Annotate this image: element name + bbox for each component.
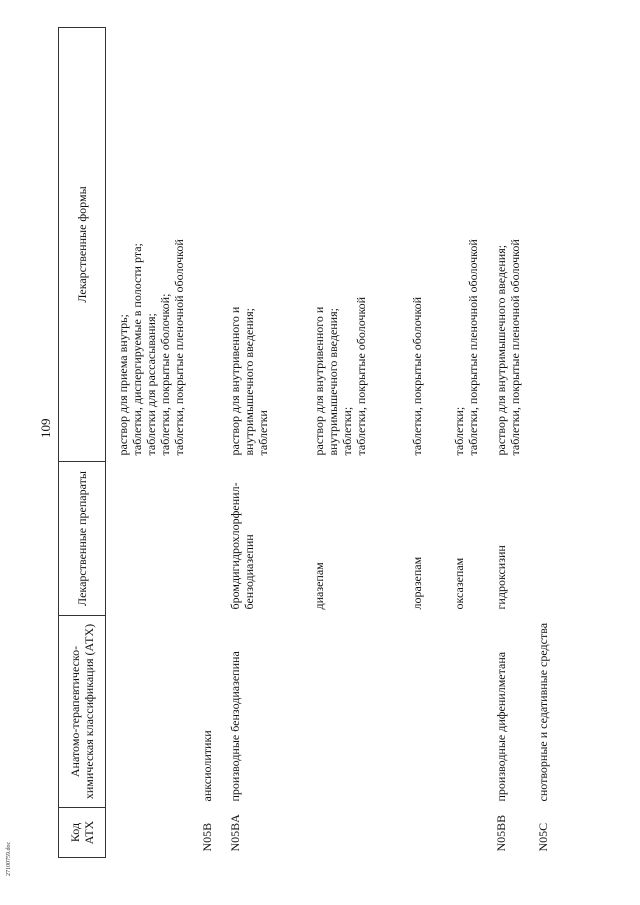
cell-code <box>106 808 201 858</box>
drug-name: гидроксизин <box>494 545 508 610</box>
form-group <box>410 34 438 456</box>
cell-code: N05B <box>200 822 214 852</box>
table-row <box>536 28 564 858</box>
cell-code: N05BB <box>494 814 508 852</box>
drug-name: бромдигидрохлорфенил-бензодиазепин <box>228 482 256 610</box>
form-line: таблетки; <box>452 406 466 456</box>
drug-group <box>228 468 298 610</box>
form-line: таблетки <box>256 410 270 456</box>
form-line: таблетки; <box>340 406 354 456</box>
cell-drugs <box>536 462 564 616</box>
cell-classification: анксиолитики <box>200 730 214 802</box>
form-line: таблетки для рассасывания; <box>144 313 158 456</box>
cell-classification: производные дифенилметана <box>494 651 508 802</box>
drug-name: оксазепам <box>452 557 466 610</box>
drug-group <box>410 468 438 610</box>
form-line: таблетки, покрытые оболочкой <box>354 296 368 456</box>
cell-classification <box>106 616 201 808</box>
cell-drugs <box>228 462 494 616</box>
form-line: раствор для внутримышечного введения; <box>494 244 508 456</box>
table-header-row <box>59 28 106 858</box>
header-drugs: Лекарственные препараты <box>59 462 106 616</box>
form-line: раствор для внутривенного и <box>312 306 326 456</box>
cell-forms <box>228 28 494 462</box>
cell-classification: производные бензодиазепина <box>228 651 242 802</box>
cell-forms <box>200 28 228 462</box>
page-number: 109 <box>38 418 53 438</box>
drug-group <box>312 468 396 610</box>
drug-classification-table <box>58 27 564 858</box>
cell-code: N05C <box>536 822 550 852</box>
table-row <box>494 28 536 858</box>
form-group <box>228 34 298 456</box>
cell-forms <box>536 28 564 462</box>
cell-classification: снотворные и седативные средства <box>536 622 550 802</box>
form-group <box>312 34 396 456</box>
form-line: внутримышечного введения; <box>326 308 340 456</box>
cell-drugs <box>494 462 536 616</box>
drug-name: лоразепам <box>410 556 424 610</box>
form-line: таблетки, диспергируемые в полости рта; <box>130 243 144 456</box>
drug-name: диазепам <box>312 562 326 610</box>
form-line: внутримышечного введения; <box>242 308 256 456</box>
form-line: таблетки, покрытые оболочкой; <box>158 293 172 456</box>
table-row <box>228 28 494 858</box>
cell-drugs <box>200 462 228 616</box>
form-group <box>116 34 186 456</box>
form-line: таблетки, покрытые оболочкой <box>410 296 424 456</box>
cell-forms <box>106 28 201 462</box>
form-line: таблетки, покрытые пленочной оболочкой <box>508 239 522 456</box>
header-classification: Анатомо-терапевтическо-химическая классификация (АТХ) <box>59 616 106 808</box>
cell-drugs <box>106 462 201 616</box>
cell-forms <box>494 28 536 462</box>
form-line: раствор для внутривенного и <box>228 306 242 456</box>
footer-file-name: 27100759.doc <box>6 841 12 876</box>
form-line: таблетки, покрытые пленочной оболочкой <box>466 239 480 456</box>
form-group <box>494 34 522 456</box>
document-sheet <box>58 28 598 858</box>
table-row <box>106 28 201 858</box>
header-forms: Лекарственные формы <box>59 28 106 462</box>
form-line: раствор для приема внутрь; <box>116 314 130 456</box>
form-line: таблетки, покрытые пленочной оболочкой <box>172 239 186 456</box>
form-group <box>452 34 480 456</box>
drug-group <box>452 468 466 610</box>
table-row <box>200 28 228 858</box>
header-code: Код АТХ <box>59 808 106 858</box>
cell-code: N05BA <box>228 814 242 852</box>
